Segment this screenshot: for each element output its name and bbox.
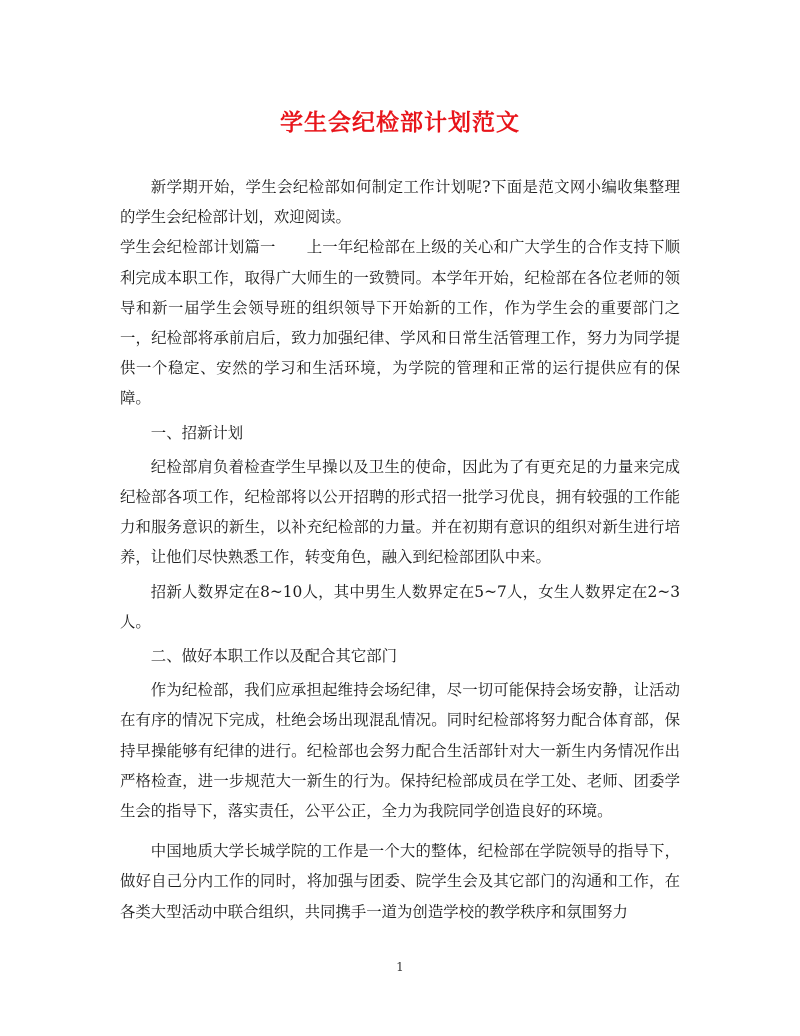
- section-heading-duties: 二、做好本职工作以及配合其它部门: [150, 647, 398, 666]
- page-number: 1: [396, 960, 404, 974]
- recruitment-count-paragraph: 招新人数界定在8~10人，其中男生人数界定在5~7人，女生人数界定在2~3人。: [120, 582, 680, 631]
- recruitment-paragraph: 纪检部肩负着检查学生早操以及卫生的使命，因此为了有更充足的力量来完成纪检部各项工作，纪检部将以公开招聘的形式招一批学习优良，拥有较强的工作能力和服务意识的新生，以补充纪检部的力量。并在初期有意识的组织对新生进行培养，让他们尽快熟悉工作，转变角色，融入到纪检部团队中来。: [120, 457, 680, 567]
- intro-paragraph: 新学期开始，学生会纪检部如何制定工作计划呢?下面是范文网小编收集整理的学生会纪检部计划，欢迎阅读。: [120, 178, 680, 227]
- duties-paragraph: 作为纪检部，我们应承担起维持会场纪律，尽一切可能保持会场安静，让活动在有序的情况下完成，杜绝会场出现混乱情况。同时纪检部将努力配合体育部，保持早操能够有纪律的进行。纪检部也会努力配合生活部针对大一新生内务情况作出严格检查，进一步规范大一新生的行为。保持纪检部成员在学工处、老师、团委学生会的指导下，落实责任，公平公正，全力为我院同学创造良好的环境。: [120, 681, 680, 821]
- document-body: [120, 172, 680, 927]
- plan-one-paragraph: 学生会纪检部计划篇一 上一年纪检部在上级的关心和广大学生的合作支持下顺利完成本职工作，取得广大师生的一致赞同。本学年开始，纪检部在各位老师的领导和新一届学生会领导班的组织领导下开始新的工作，作为学生会的重要部门之一，纪检部将承前启后，致力加强纪律、学风和日常生活管理工作，努力为同学提供一个稳定、安然的学习和生活环境，为学院的管理和正常的运行提供应有的保障。: [120, 238, 680, 408]
- document-title: 学生会纪检部计划范文: [280, 110, 520, 136]
- section-heading-recruitment: 一、招新计划: [150, 423, 244, 442]
- cooperation-paragraph: 中国地质大学长城学院的工作是一个大的整体，纪检部在学院领导的指导下，做好自己分内工作的同时，将加强与团委、院学生会及其它部门的沟通和工作，在各类大型活动中联合组织，共同携手一道为创造学校的教学秩序和氛围努力: [120, 842, 680, 921]
